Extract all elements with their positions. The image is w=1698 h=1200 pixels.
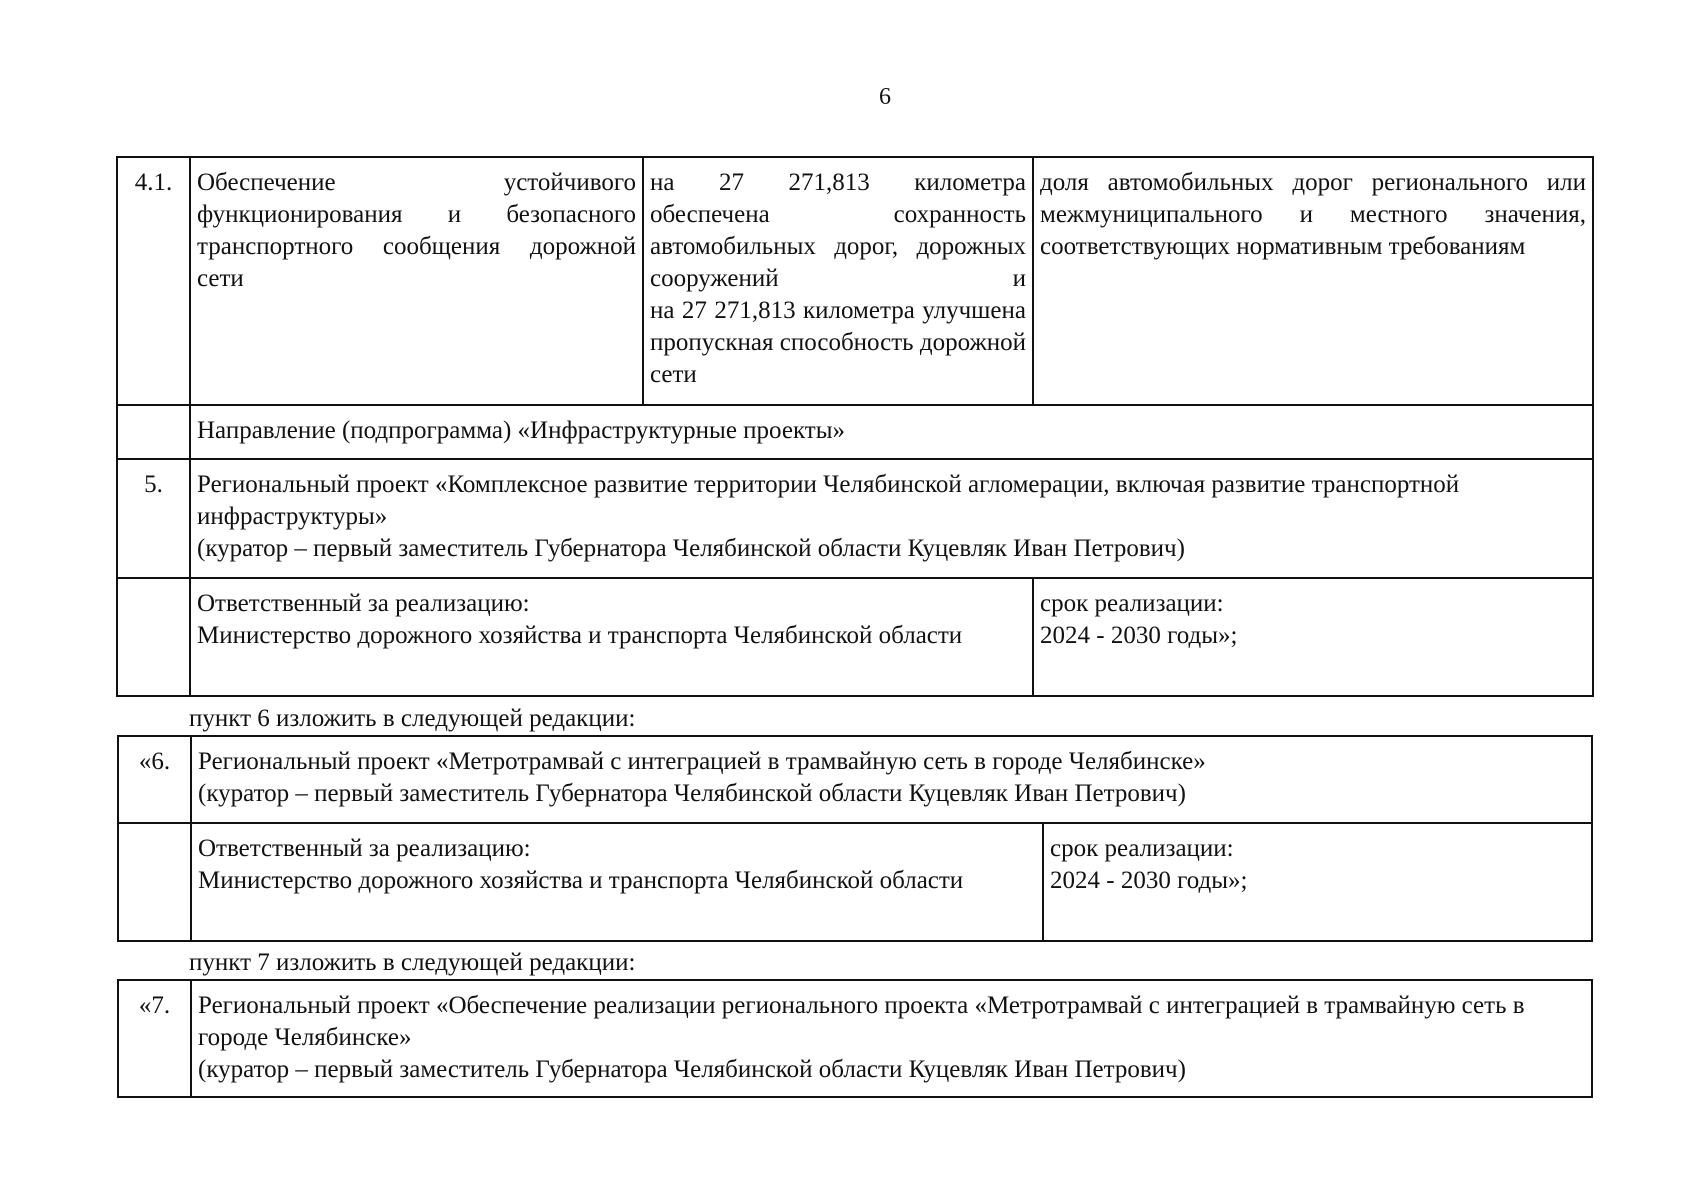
- table-row-4-1: [117, 157, 1593, 405]
- responsible-label: Ответственный за реализацию:: [197, 590, 530, 617]
- effect-part2: на 27 271,813 километра улучшена пропускная способность дорожной сети: [650, 297, 1026, 388]
- project-curator: (куратор – первый заместитель Губернатора Челябинской области Куцевляк Иван Петрович): [198, 780, 1186, 807]
- term-value: 2024 - 2030 годы»;: [1050, 867, 1248, 894]
- responsible-label: Ответственный за реализацию:: [198, 835, 531, 862]
- project-cell: [191, 736, 1592, 823]
- responsible-value: Министерство дорожного хозяйства и транспорта Челябинской области: [197, 622, 963, 649]
- table-section-4-5: [116, 156, 1594, 697]
- table-row-5-responsible: [117, 578, 1593, 696]
- indicator-cell: доля автомобильных дорог регионального или межмуниципального и местного значения, соответствующих нормативным требованиям: [1033, 157, 1593, 405]
- effect-part1: на 27 271,813 километра обеспечена сохранность автомобильных дорог, дорожных сооружений и: [650, 169, 1026, 292]
- project-cell: [191, 980, 1592, 1097]
- table-row-7: [118, 980, 1592, 1097]
- instruction-point-7: пункт 7 изложить в следующей редакции:: [189, 949, 636, 976]
- instruction-point-6: пункт 6 изложить в следующей редакции:: [189, 705, 636, 732]
- effect-cell: [643, 157, 1033, 405]
- term-cell: [1033, 578, 1593, 696]
- task-cell: Обеспечение устойчивого функционирования и безопасного транспортного сообщения дорожной сети: [190, 157, 643, 405]
- project-cell: [190, 459, 1593, 578]
- table-section-6: [117, 735, 1593, 942]
- term-value: 2024 - 2030 годы»;: [1040, 622, 1238, 649]
- term-cell: [1043, 823, 1592, 941]
- responsible-cell: [190, 578, 1033, 696]
- table-row-direction: [117, 405, 1593, 459]
- row-number: [118, 823, 191, 941]
- row-number: «6.: [118, 736, 191, 823]
- table-row-6: [118, 736, 1592, 823]
- project-title: Региональный проект «Комплексное развитие территории Челябинской агломерации, включая развитие транспортной инфраструктуры»: [197, 471, 1460, 530]
- row-number: «7.: [118, 980, 191, 1097]
- table-row-5: [117, 459, 1593, 578]
- page-number: 6: [879, 84, 891, 110]
- responsible-cell: [191, 823, 1043, 941]
- row-number: [117, 405, 190, 459]
- project-curator: (куратор – первый заместитель Губернатора Челябинской области Куцевляк Иван Петрович): [197, 535, 1185, 562]
- project-title: Региональный проект «Обеспечение реализации регионального проекта «Метротрамвай с интеграцией в трамвайную сеть в городе Челябинске»: [198, 992, 1525, 1051]
- row-number: 4.1.: [117, 157, 190, 405]
- direction-title: Направление (подпрограмма) «Инфраструктурные проекты»: [190, 405, 1593, 459]
- table-row-6-responsible: [118, 823, 1592, 941]
- term-label: срок реализации:: [1040, 590, 1224, 617]
- row-number: [117, 578, 190, 696]
- row-number: 5.: [117, 459, 190, 578]
- project-title: Региональный проект «Метротрамвай с интеграцией в трамвайную сеть в городе Челябинске»: [198, 748, 1206, 775]
- project-curator: (куратор – первый заместитель Губернатора Челябинской области Куцевляк Иван Петрович): [198, 1056, 1186, 1083]
- table-section-7: [117, 979, 1593, 1098]
- responsible-value: Министерство дорожного хозяйства и транспорта Челябинской области: [198, 867, 964, 894]
- term-label: срок реализации:: [1050, 835, 1234, 862]
